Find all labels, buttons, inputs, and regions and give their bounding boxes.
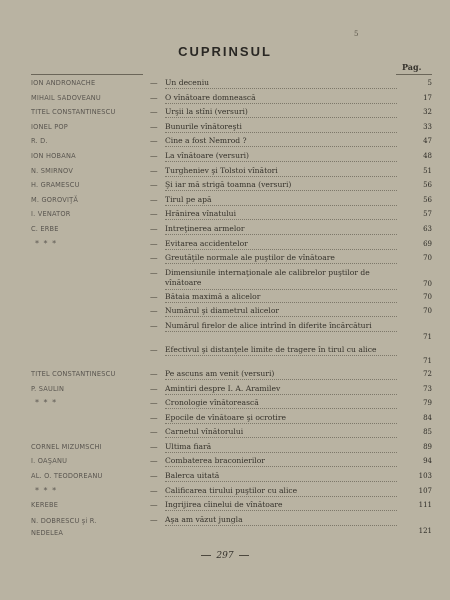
toc-author: C. ERBE <box>31 224 59 233</box>
toc-entry <box>0 151 450 166</box>
toc-entry <box>0 239 450 254</box>
toc-title: Dimensiunile internaţionale ale calibrelor puştilor de vînătoare <box>165 268 397 290</box>
page-mark: 5 <box>354 30 359 38</box>
toc-dash: — <box>150 253 158 263</box>
page-column-header: Pag. <box>402 62 422 72</box>
toc-dash: — <box>150 92 158 102</box>
toc-page-number: 32 <box>423 108 432 117</box>
toc-dash: — <box>150 180 158 190</box>
toc-dash: — <box>150 209 158 219</box>
toc-entry <box>0 471 450 486</box>
toc-entry <box>0 486 450 501</box>
toc-title: Intreţinerea armelor <box>165 224 397 235</box>
toc-title: Un deceniu <box>165 78 397 89</box>
toc-entry <box>0 321 450 345</box>
toc-dash: — <box>150 368 158 378</box>
toc-entry <box>0 122 450 137</box>
toc-entry <box>0 427 450 442</box>
toc-page-number: 72 <box>423 369 432 378</box>
toc-dash: — <box>150 121 158 131</box>
toc-page-number: 70 <box>423 307 432 316</box>
toc-author: * * * <box>35 485 58 495</box>
toc-page-number: 47 <box>423 137 432 146</box>
toc-title: Bătaia maximă a alicelor <box>165 292 397 303</box>
toc-page-number: 48 <box>423 151 432 160</box>
footer-page-number: 297 <box>216 551 234 561</box>
toc-page-number: 94 <box>423 457 432 466</box>
toc-entry <box>0 515 450 539</box>
toc-title: Turgheniev şi Tolstoi vînători <box>165 166 397 177</box>
toc-title: Hrănirea vînatului <box>165 209 397 220</box>
toc-dash: — <box>150 383 158 393</box>
divider <box>396 74 432 75</box>
toc-entry <box>0 398 450 413</box>
toc-author: H. GRAMESCU <box>31 181 80 190</box>
toc-title: Urşii la stîni (versuri) <box>165 107 397 118</box>
toc-page-number: 56 <box>423 195 432 204</box>
toc-dash: — <box>150 456 158 466</box>
toc-page-number: 56 <box>423 181 432 190</box>
toc-dash: — <box>150 412 158 422</box>
toc-entry <box>0 78 450 93</box>
toc-page-number: 111 <box>418 501 432 510</box>
toc-title: Efectivul şi distanţele limite de tragere în tirul cu alice <box>165 345 397 357</box>
toc-page-number: 73 <box>423 384 432 393</box>
toc-entry <box>0 456 450 471</box>
toc-dash: — <box>150 441 158 451</box>
toc-entry <box>0 500 450 515</box>
toc-dash: — <box>150 107 158 117</box>
toc-dash: — <box>150 267 158 277</box>
toc-dash: — <box>150 78 158 87</box>
toc-entry <box>0 180 450 195</box>
toc-title: Combaterea braconierilor <box>165 456 397 467</box>
toc-dash: — <box>150 165 158 175</box>
toc-page-number: 107 <box>418 486 432 495</box>
toc-entry <box>0 268 450 292</box>
toc-title: Calificarea tirului puştilor cu alice <box>165 486 397 497</box>
toc-author: TITEL CONSTANTINESCU <box>31 108 116 117</box>
toc-page-number: 69 <box>423 239 432 248</box>
toc-author: IONEL POP <box>31 122 68 131</box>
table-of-contents <box>0 78 450 539</box>
toc-title: Aşa am văzut jungla <box>165 515 397 527</box>
toc-author: TITEL CONSTANTINESCU <box>31 369 116 378</box>
toc-entry <box>0 224 450 239</box>
toc-page-number: 70 <box>423 292 432 301</box>
toc-title: Numărul şi diametrul alicelor <box>165 306 397 317</box>
toc-title: Epocile de vînătoare şi ocrotire <box>165 413 397 424</box>
toc-author: P. SAULIN <box>31 384 65 393</box>
toc-title: Carnetul vînătorului <box>165 427 397 438</box>
toc-page-number: 89 <box>423 442 432 451</box>
toc-entry <box>0 442 450 457</box>
toc-page-number: 33 <box>423 122 432 131</box>
toc-title: Tirul pe apă <box>165 195 397 206</box>
toc-entry <box>0 166 450 181</box>
toc-author: ION ANDRONACHE <box>31 79 96 87</box>
toc-author: CORNEL MIZUMSCHI <box>31 442 102 451</box>
toc-page-number: 85 <box>423 428 432 437</box>
toc-entry <box>0 306 450 321</box>
toc-title: O vînătoare domnească <box>165 93 397 104</box>
toc-page-number: 51 <box>423 166 432 175</box>
toc-author: ION HOBANA <box>31 151 76 160</box>
toc-title: Balerca uitată <box>165 471 397 482</box>
toc-dash: — <box>150 238 158 248</box>
toc-page-number: 79 <box>423 399 432 408</box>
toc-page-number: 121 <box>418 526 432 535</box>
toc-title: Pe ascuns am venit (versuri) <box>165 369 397 380</box>
toc-dash: — <box>150 320 158 330</box>
toc-page-number: 103 <box>418 472 432 481</box>
toc-dash: — <box>150 471 158 481</box>
toc-title: Ingrijirea cîinelui de vînătoare <box>165 500 397 511</box>
toc-author: * * * <box>35 398 58 408</box>
toc-dash: — <box>150 427 158 437</box>
toc-entry <box>0 195 450 210</box>
toc-page-number: 70 <box>423 279 432 288</box>
toc-page-number: 70 <box>423 254 432 263</box>
page-number-footer <box>0 551 450 561</box>
toc-page-number: 17 <box>423 93 432 102</box>
toc-entry <box>0 345 450 369</box>
toc-page-number: 57 <box>423 210 432 219</box>
toc-author: I. VENATOR <box>31 210 71 219</box>
divider <box>31 74 143 75</box>
toc-entry <box>0 93 450 108</box>
toc-page-number: 71 <box>423 356 432 365</box>
toc-title: Cronologie vînătorească <box>165 398 397 409</box>
toc-dash: — <box>150 500 158 510</box>
toc-entry <box>0 107 450 122</box>
toc-page-number: 5 <box>427 79 432 87</box>
toc-author: * * * <box>35 238 58 248</box>
toc-author: MIHAIL SADOVEANU <box>31 93 101 102</box>
toc-title: Numărul firelor de alice intrînd în diferite încărcături <box>165 321 397 333</box>
toc-author: N. DOBRESCU şi R. NEDELEA <box>31 516 97 537</box>
toc-entry <box>0 292 450 307</box>
toc-dash: — <box>150 344 158 354</box>
toc-title: Amintiri despre I. A. Aramilev <box>165 384 397 395</box>
toc-author: AL. O. TEODOREANU <box>31 472 103 481</box>
toc-dash: — <box>150 223 158 233</box>
toc-author: M. GOROVIŢĂ <box>31 195 79 204</box>
toc-author: KEREBE <box>31 501 59 510</box>
toc-entry <box>0 136 450 151</box>
toc-dash: — <box>150 306 158 316</box>
toc-page-number: 63 <box>423 224 432 233</box>
toc-title: Greutăţile normale ale puştilor de vînătoare <box>165 253 397 264</box>
toc-author: I. OAŞANU <box>31 457 68 466</box>
toc-dash: — <box>150 398 158 408</box>
toc-author: R. D. <box>31 137 48 146</box>
toc-dash: — <box>150 194 158 204</box>
toc-author: N. SMIRNOV <box>31 166 74 175</box>
page-title: CUPRINSUL <box>178 44 272 59</box>
toc-title: Şi iar mă strigă toamna (versuri) <box>165 180 397 191</box>
toc-title: La vînătoare (versuri) <box>165 151 397 162</box>
toc-title: Cine a fost Nemrod ? <box>165 136 397 147</box>
toc-page-number: 84 <box>423 413 432 422</box>
toc-dash: — <box>150 291 158 301</box>
toc-entry <box>0 369 450 384</box>
toc-title: Ultima fiară <box>165 442 397 453</box>
toc-dash: — <box>150 514 158 524</box>
toc-entry <box>0 384 450 399</box>
toc-entry <box>0 209 450 224</box>
toc-dash: — <box>150 150 158 160</box>
toc-title: Bunurile vînătoreşti <box>165 122 397 133</box>
toc-entry <box>0 253 450 268</box>
toc-entry <box>0 413 450 428</box>
toc-title: Evitarea accidentelor <box>165 239 397 250</box>
toc-dash: — <box>150 485 158 495</box>
toc-dash: — <box>150 136 158 146</box>
toc-page-number: 71 <box>423 332 432 341</box>
